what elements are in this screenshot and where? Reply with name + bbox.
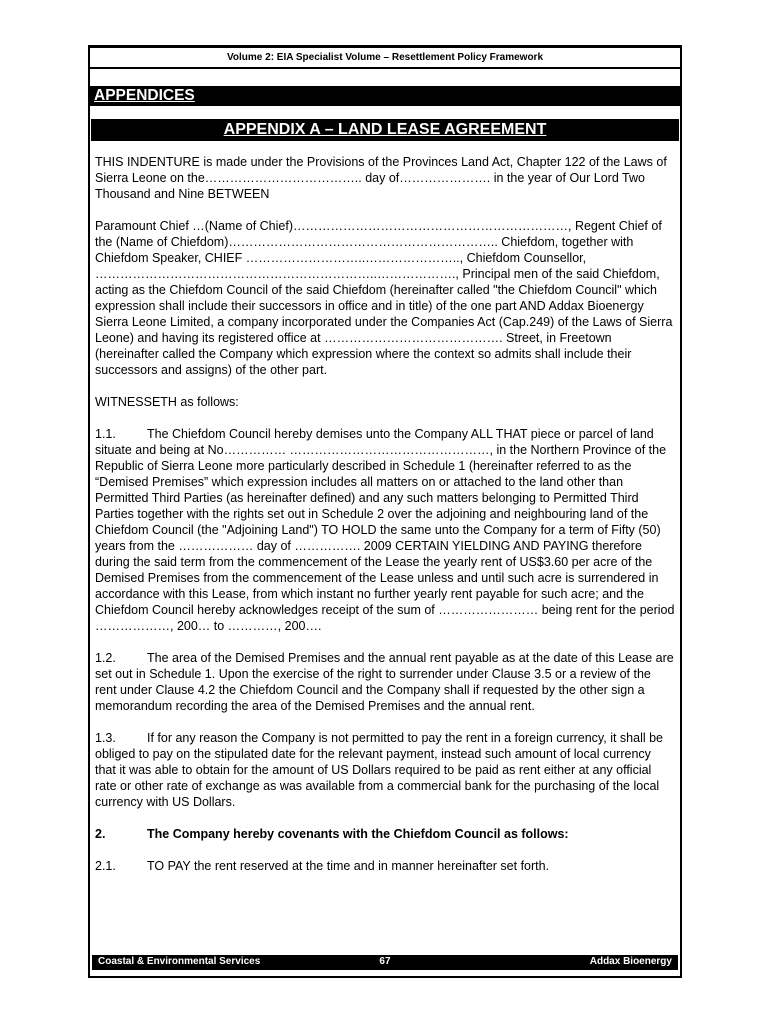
clause-number: 1.3. [95, 731, 116, 745]
paragraph-witnesseth [95, 394, 675, 410]
clause-2-1 [95, 858, 675, 874]
appendices-heading-text: APPENDICES [94, 87, 195, 104]
appendices-heading [90, 86, 680, 106]
clause-number: 1.1. [95, 427, 116, 441]
page-header-title: Volume 2: EIA Specialist Volume – Resettlement Policy Framework [226, 52, 544, 63]
document-page [88, 45, 682, 978]
clause-1-3 [95, 730, 675, 810]
clause-2-heading [95, 826, 675, 842]
clause-text: The area of the Demised Premises and the annual rent payable as at the date of this Lease are set out in Schedule 1. Upon the exercise of the right to surrender under Clause 3.5 or a review of the rent under Clause 4.2 the Chiefdom Council and the Company shall if requested by the other sign a memorandum recording the area of the Demised Premises and the annual rent. [95, 651, 674, 713]
paragraph-text: Paramount Chief …(Name of Chief)…………………………………………………………, Regent Chief of the (Name of Chiefdom)……………………………………………………….. Chiefdom, together with Chiefdom Speaker, CHIEF ………………………..………………….., Chiefdom Counsellor, …………………………………………………………..………………., Principal men of the said Chiefdom, acting as the Chiefdom Council of the said Chiefdom (hereinafter called "the Chiefdom Council" which expression shall include their successors in office and in title) of the one part AND Addax Bioenergy Sierra Leone Limited, a company incorporated under the Companies Act (Cap.249) of the Laws of Sierra Leone) and having its registered office at ……………………………………. Street, in Freetown (hereinafter called the Company which expression where the context so admits shall include their successors and assigns) of the other part. [95, 219, 673, 377]
paragraph-text: THIS INDENTURE is made under the Provisions of the Provinces Land Act, Chapter 122 of the Laws of Sierra Leone on the……………………………….. day of…………………. in the year of Our Lord Two Thousand and Nine BETWEEN [95, 155, 667, 201]
clause-number: 2. [95, 827, 106, 841]
footer-page-number: 67 [379, 956, 391, 967]
page-footer [92, 955, 678, 970]
clause-text: TO PAY the rent reserved at the time and in manner hereinafter set forth. [147, 859, 550, 873]
appendix-a-heading-text: APPENDIX A – LAND LEASE AGREEMENT [223, 121, 547, 138]
footer-organization: Coastal & Environmental Services [98, 956, 261, 967]
footer-company: Addax Bioenergy [589, 956, 672, 967]
clause-1-1 [95, 426, 675, 634]
paragraph-indenture [95, 154, 675, 202]
paragraph-parties [95, 218, 675, 378]
clause-text: The Company hereby covenants with the Chiefdom Council as follows: [147, 827, 569, 841]
clause-1-2 [95, 650, 675, 714]
clause-number: 1.2. [95, 651, 116, 665]
clause-text: If for any reason the Company is not permitted to pay the rent in a foreign currency, it shall be obliged to pay on the stipulated date for the relevant payment, instead such amount of local currency that it was able to obtain for the amount of US Dollars required to be paid as rent either at any official rate or other rate of exchange as was available from a commercial bank for the purchasing of the local currency with US Dollars. [95, 731, 664, 809]
document-body [90, 141, 680, 874]
clause-number: 2.1. [95, 859, 116, 873]
page-header [90, 48, 680, 69]
clause-text: The Chiefdom Council hereby demises unto the Company ALL THAT piece or parcel of land situate and being at No…………… …………………………………………, in the Northern Province of the Republic of Sierra Leone more particularly described in Schedule 1 (hereinafter referred to as the “Demised Premises” which expression includes all matters on or attached to the land other than Permitted Third Parties (as hereinafter defined) and any such matters belonging to Permitted Third Parties together with the rights set out in Schedule 2 over the adjoining and neighbouring land of the Chiefdom Council (the "Adjoining Land") TO HOLD the same unto the Company for a term of Fifty (50) years from the ……………… day of ……………. 2009 CERTAIN YIELDING AND PAYING therefore during the said term from the commencement of the Lease the yearly rent of US$3.60 per acre of the Demised Premises from the commencement of the Lease unless and until such acre is surrendered in accordance with this Lease, from which instant no further yearly rent payable for such acre; and the Chiefdom Council hereby acknowledges receipt of the sum of …………………… being rent for the period ………………, 200… to …………, 200…. [95, 427, 675, 633]
appendix-a-heading [91, 119, 679, 141]
paragraph-text: WITNESSETH as follows: [95, 395, 239, 409]
